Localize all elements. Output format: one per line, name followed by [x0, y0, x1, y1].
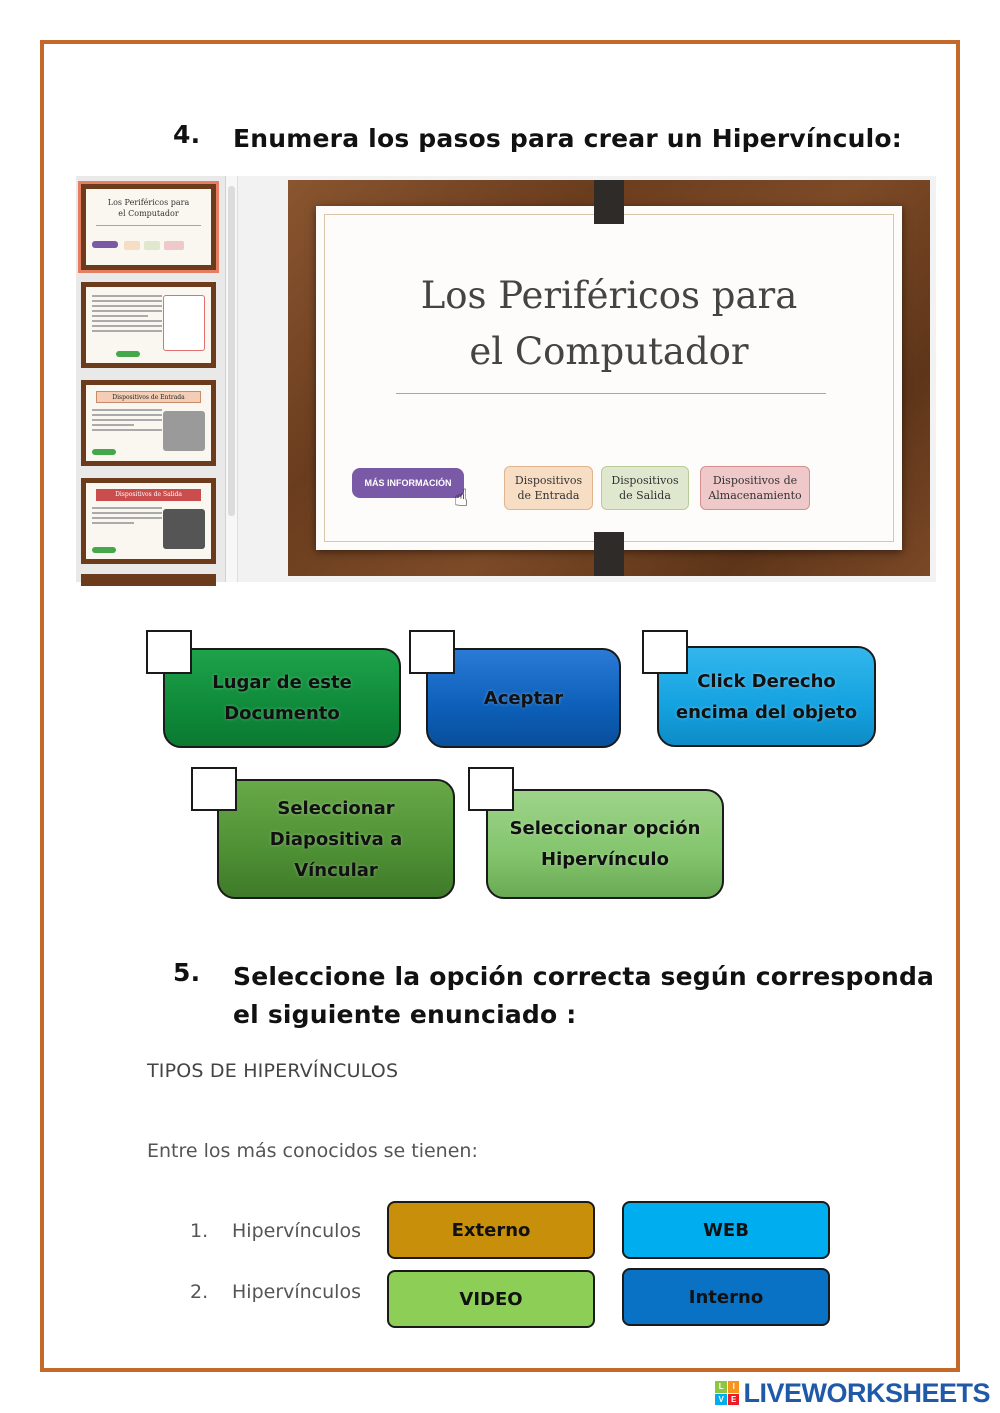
slide-thumbnails-panel — [76, 176, 226, 582]
question-5-line2: el siguiente enunciado : — [233, 1000, 577, 1029]
question-5-line1: Seleccione la opción correcta según corresponda — [233, 962, 935, 991]
hyperlink-types-intro: Entre los más conocidos se tienen: — [147, 1140, 478, 1162]
powerpoint-screenshot — [76, 176, 936, 582]
slide-thumbnail-5 — [81, 574, 216, 586]
step-order-box-5[interactable] — [468, 767, 514, 811]
step-order-box-2[interactable] — [409, 630, 455, 674]
step-card-seleccionar-hipervinculo: Seleccionar opción Hipervínculo — [486, 789, 724, 899]
option-video[interactable]: VIDEO — [387, 1270, 595, 1328]
item-1-label: Hipervínculos — [232, 1220, 361, 1242]
slide-thumbnail-3: Dispositivos de Entrada — [81, 380, 216, 466]
board-clip-bottom — [594, 532, 624, 576]
logo-badge-icon: L I V E — [715, 1381, 739, 1405]
slide-paper — [316, 206, 902, 550]
step-card-click-derecho: Click Derecho encima del objeto — [657, 646, 876, 747]
more-info-button[interactable]: MÁS INFORMACIÓN — [352, 468, 464, 498]
step-order-box-4[interactable] — [191, 767, 237, 811]
slide-thumbnail-1: Los Periféricos para el Computador — [81, 184, 216, 270]
item-1-number: 1. — [190, 1220, 209, 1242]
question-4-number: 4. — [173, 120, 201, 149]
output-devices-button[interactable]: Dispositivos de Salida — [601, 466, 689, 510]
step-order-box-3[interactable] — [642, 630, 688, 674]
item-2-number: 2. — [190, 1281, 209, 1303]
title-divider — [396, 393, 826, 394]
step-card-seleccionar-diapositiva: Seleccionar Diapositiva a Víncular — [217, 779, 455, 899]
option-interno[interactable]: Interno — [622, 1268, 830, 1326]
option-web[interactable]: WEB — [622, 1201, 830, 1259]
slide-thumbnail-4: Dispositivos de Salida — [81, 478, 216, 564]
option-externo[interactable]: Externo — [387, 1201, 595, 1259]
step-card-lugar-documento: Lugar de este Documento — [163, 648, 401, 748]
slide-thumbnail-2 — [81, 282, 216, 368]
slide-canvas — [238, 176, 936, 582]
hand-cursor-icon: ☝ — [454, 484, 469, 512]
storage-devices-button[interactable]: Dispositivos de Almacenamiento — [700, 466, 810, 510]
question-5-number: 5. — [173, 958, 201, 987]
logo-text: LIVEWORKSHEETS — [743, 1377, 990, 1408]
thumbnails-scrollbar[interactable] — [226, 176, 238, 582]
slide-title: Los Periféricos para el Computador — [420, 274, 798, 373]
step-order-box-1[interactable] — [146, 630, 192, 674]
step-card-aceptar: Aceptar — [426, 648, 621, 748]
wood-board — [288, 180, 930, 576]
board-clip-top — [594, 180, 624, 224]
input-devices-button[interactable]: Dispositivos de Entrada — [504, 466, 593, 510]
item-2-label: Hipervínculos — [232, 1281, 361, 1303]
question-4-text: Enumera los pasos para crear un Hipervínculo: — [233, 124, 902, 153]
hyperlink-types-heading: TIPOS DE HIPERVÍNCULOS — [147, 1060, 399, 1082]
liveworksheets-logo — [715, 1376, 990, 1410]
